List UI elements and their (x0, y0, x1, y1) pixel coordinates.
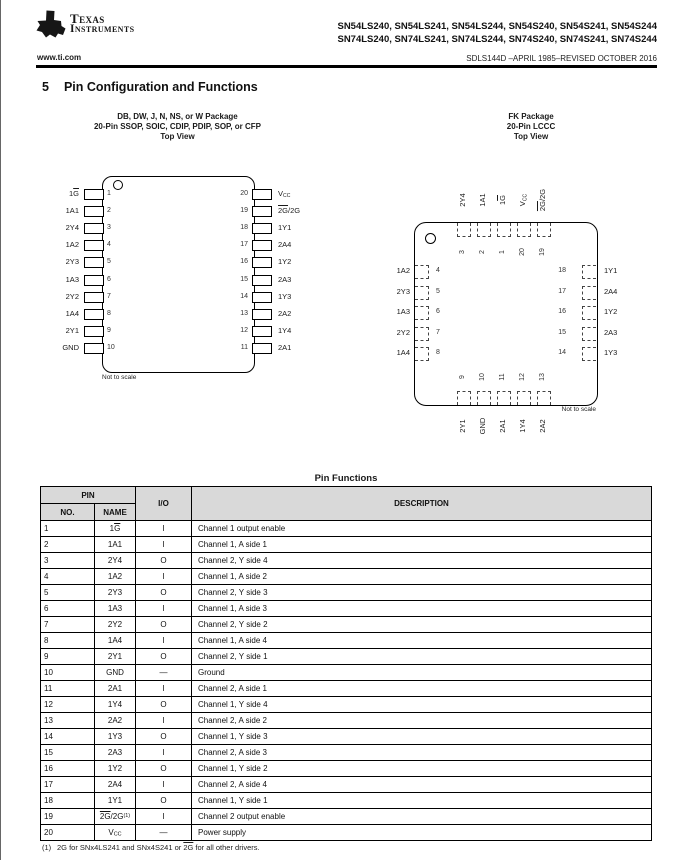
pin-label: 1A4 (396, 348, 410, 357)
pin-name-cell: 2A2 (95, 713, 136, 729)
pin-desc-cell: Channel 1 output enable (192, 521, 652, 537)
pin-io-cell: — (136, 665, 192, 681)
pin-label: $1\overline{G}$ (68, 188, 79, 198)
dip-caption-line2: 20-Pin SSOP, SOIC, CDIP, PDIP, SOP, or CFP (93, 122, 262, 131)
pin-io-cell: O (136, 553, 192, 569)
pin-number: 12 (240, 327, 248, 335)
pin-no-cell: 13 (41, 713, 95, 729)
pin-label: 2Y4 (65, 222, 79, 232)
pin-number: 5 (107, 258, 111, 266)
pin-label: 2A4 (278, 240, 292, 250)
dip-caption-line1: DB, DW, J, N, NS, or W Package (117, 112, 238, 121)
pin-label: 2Y3 (396, 286, 410, 296)
pin-box (84, 206, 104, 217)
pin-pad (582, 347, 596, 361)
pin-name-cell: 1Y1 (95, 793, 136, 809)
pin-no-cell: 8 (41, 633, 95, 649)
pin-box (84, 275, 104, 286)
doc-revision-info: SDLS144D –APRIL 1985–REVISED OCTOBER 2016 (466, 54, 657, 63)
pin-pad (477, 223, 491, 237)
page-edge-line (0, 0, 1, 860)
pin-label: 2Y2 (65, 291, 79, 301)
pin-label: 1Y2 (278, 257, 292, 267)
col-header-no: NO. (41, 504, 95, 521)
pin-label: 1A3 (396, 307, 410, 316)
pin-label: 2Y1 (458, 419, 467, 433)
pin-no-cell: 12 (41, 697, 95, 713)
pin-label: 2A1 (498, 419, 507, 433)
pin-label: 1Y2 (604, 307, 618, 316)
pin-number: 17 (240, 241, 248, 249)
header-rule (36, 65, 657, 68)
fk-caption-line2: 20-Pin LCCC (506, 122, 556, 131)
pin-row (41, 585, 652, 601)
pin-pad (517, 391, 531, 405)
pin-number: 3 (107, 223, 111, 231)
pin-number: 10 (107, 344, 115, 352)
pin-row (41, 633, 652, 649)
pin-desc-cell: Ground (192, 665, 652, 681)
pin-box (252, 309, 272, 320)
pin-row (41, 729, 652, 745)
pin-table-body (41, 521, 652, 841)
section-number: 5 (42, 80, 49, 94)
pin-box (84, 223, 104, 234)
pin-io-cell: I (136, 601, 192, 617)
pin-row (41, 601, 652, 617)
pin-number: 15 (558, 328, 566, 336)
pin-row (41, 809, 652, 825)
pin-no-cell: 3 (41, 553, 95, 569)
part-line-1: SN54LS240, SN54LS241, SN54LS244, SN54S240, SN54S241, SN54S244 (337, 21, 657, 32)
pin-no-cell: 7 (41, 617, 95, 633)
pin-pad (415, 306, 429, 320)
pin-name-cell: 1A1 (95, 537, 136, 553)
pin-io-cell: O (136, 617, 192, 633)
pin-label: $V_{CC}$ (518, 193, 529, 207)
pin-desc-cell: Channel 2, A side 1 (192, 681, 652, 697)
fk-caption (421, 112, 641, 142)
pin-pad (415, 265, 429, 279)
pin-name-cell: 1Y3 (95, 729, 136, 745)
table-header-row-1 (41, 487, 652, 504)
pin-name-cell: GND (95, 665, 136, 681)
pin-box (84, 189, 104, 200)
pin-number: 3 (459, 250, 466, 254)
brand-line-1: Texas (70, 11, 105, 26)
pin-number: 17 (558, 287, 566, 295)
website-link[interactable]: www.ti.com (37, 53, 82, 62)
pin-box (252, 292, 272, 303)
pin-row (41, 681, 652, 697)
pin-desc-cell: Channel 2 output enable (192, 809, 652, 825)
pin-io-cell: I (136, 633, 192, 649)
fk-caption-line1: FK Package (508, 112, 554, 121)
pin-label: 1A3 (65, 274, 79, 284)
pin-number: 11 (499, 373, 506, 381)
pin-label: 1Y3 (604, 348, 618, 357)
pin-box (252, 206, 272, 217)
pin-desc-cell: Channel 2, Y side 4 (192, 553, 652, 569)
pin-number: 16 (558, 308, 566, 315)
pin-number: 9 (459, 375, 466, 379)
pin-no-cell: 1 (41, 521, 95, 537)
section-title: Pin Configuration and Functions (63, 80, 258, 94)
pin-number: 20 (240, 189, 248, 197)
pin-number: 4 (107, 241, 111, 249)
pin-pad (477, 391, 491, 405)
pin-desc-cell: Channel 1, A side 4 (192, 633, 652, 649)
pin-name-cell: 1Y2 (95, 761, 136, 777)
dip-caption-line3: Top View (160, 132, 195, 141)
pin-number: 6 (436, 308, 440, 315)
pin-row (41, 761, 652, 777)
pin-row (41, 745, 652, 761)
pin-no-cell: 19 (41, 809, 95, 825)
pin-label: 2Y2 (396, 327, 410, 337)
part-numbers (337, 21, 657, 46)
pin-number: 2 (479, 250, 486, 254)
pin-box (84, 257, 104, 268)
pin-no-cell: 10 (41, 665, 95, 681)
pin-desc-cell: Channel 2, Y side 1 (192, 649, 652, 665)
pin-row (41, 537, 652, 553)
pin-functions-table (40, 486, 652, 841)
pin-no-cell: 16 (41, 761, 95, 777)
pin-pad (537, 391, 551, 405)
pin-number: 1 (499, 250, 506, 254)
pin-pad (415, 286, 429, 300)
pin-number: 19 (240, 206, 248, 214)
pin-no-cell: 15 (41, 745, 95, 761)
pin-label: 2G/2G (538, 188, 547, 212)
pin-name-cell: 2A3 (95, 745, 136, 761)
pin-io-cell: I (136, 521, 192, 537)
pin-number: 11 (240, 344, 248, 352)
col-header-name: NAME (95, 504, 136, 521)
pin-row (41, 521, 652, 537)
pin-label: 1A1 (65, 205, 79, 215)
section-heading (42, 80, 258, 94)
pin-number: 1 (107, 189, 111, 197)
pin-label: 1Y4 (278, 326, 292, 336)
pin-label: 1A1 (478, 193, 487, 207)
pin-label: 2G/2G (278, 205, 301, 215)
pin-label: 1A2 (396, 266, 410, 275)
pin-label: 1Y1 (604, 266, 618, 275)
pin-label: GND (62, 343, 79, 353)
pin-desc-cell: Channel 1, Y side 2 (192, 761, 652, 777)
pin-name-cell: $V_{CC}$ (95, 825, 136, 841)
pin-label: $1\overline{G}$ (498, 195, 507, 206)
pin-number: 14 (558, 349, 566, 356)
pin-io-cell: — (136, 825, 192, 841)
pin-label: 2A3 (604, 327, 618, 337)
pin-io-cell: O (136, 729, 192, 745)
pin-number: 12 (519, 373, 526, 381)
pin-box (252, 343, 272, 354)
pin-row (41, 825, 652, 841)
pin-desc-cell: Channel 1, A side 3 (192, 601, 652, 617)
pin-no-cell: 2 (41, 537, 95, 553)
pin-pad (457, 391, 471, 405)
pin-number: 15 (240, 275, 248, 283)
pin-row (41, 553, 652, 569)
pin-pad (415, 347, 429, 361)
col-header-description: DESCRIPTION (192, 487, 652, 521)
pin-io-cell: O (136, 697, 192, 713)
pin-name-cell: 1A2 (95, 569, 136, 585)
pin-label: 1Y1 (278, 222, 292, 232)
col-header-io: I/O (136, 487, 192, 521)
pin-pad (415, 327, 429, 341)
pin-desc-cell: Channel 2, Y side 3 (192, 585, 652, 601)
pin-number: 7 (107, 292, 111, 300)
pin-desc-cell: Channel 2, A side 2 (192, 713, 652, 729)
pin-name-cell: 2Y2 (95, 617, 136, 633)
pin-number: 5 (436, 287, 440, 295)
pin-desc-cell: Power supply (192, 825, 652, 841)
pin-box (252, 223, 272, 234)
pin-name-cell: 1A4 (95, 633, 136, 649)
pin-number: 20 (519, 248, 526, 256)
pin-box (252, 189, 272, 200)
fk-caption-line3: Top View (513, 132, 549, 141)
pin-desc-cell: Channel 2, A side 4 (192, 777, 652, 793)
pin-label: GND (478, 417, 487, 435)
pin-label: 2A2 (278, 308, 292, 318)
pin1-indicator-icon (113, 180, 123, 190)
texas-map-icon (36, 9, 66, 39)
pin-number: 18 (240, 223, 248, 231)
pin-no-cell: 18 (41, 793, 95, 809)
pin-box (252, 275, 272, 286)
pin-no-cell: 6 (41, 601, 95, 617)
part-line-2: SN74LS240, SN74LS241, SN74LS244, SN74S240, SN74S241, SN74S244 (337, 33, 657, 45)
pin-number: 14 (240, 292, 248, 300)
brand-line-2: Instruments (70, 23, 135, 35)
pin-io-cell: I (136, 569, 192, 585)
col-header-pin: PIN (41, 487, 136, 504)
pin-io-cell: I (136, 745, 192, 761)
pin-io-cell: I (136, 681, 192, 697)
pin-name-cell: 2Y4 (95, 553, 136, 569)
pin-label: 2Y1 (65, 326, 79, 336)
pin-desc-cell: Channel 1, Y side 3 (192, 729, 652, 745)
pin-no-cell: 9 (41, 649, 95, 665)
pin-label: 2A2 (538, 419, 547, 433)
pin-label: 1Y4 (518, 419, 527, 433)
pin-number: 6 (107, 275, 111, 283)
pin-io-cell: I (136, 809, 192, 825)
pin-no-cell: 14 (41, 729, 95, 745)
fk-pin1-indicator-icon (425, 233, 436, 244)
pin-label: 2Y3 (65, 257, 79, 267)
pin-name-cell: 2Y3 (95, 585, 136, 601)
pin-box (252, 326, 272, 337)
ti-logo-text (70, 13, 134, 35)
pin-no-cell: 17 (41, 777, 95, 793)
pin-name-cell: $1\overline{G}$ (95, 521, 136, 537)
pin-io-cell: O (136, 585, 192, 601)
pin-no-cell: 5 (41, 585, 95, 601)
pin-label: 2Y4 (458, 193, 467, 207)
pin-number: 8 (436, 349, 440, 356)
pin-pad (537, 223, 551, 237)
pin-io-cell: O (136, 649, 192, 665)
pin-box (84, 292, 104, 303)
pin-number: 13 (240, 309, 248, 317)
pin-io-cell: I (136, 537, 192, 553)
pin-no-cell: 11 (41, 681, 95, 697)
pin-row (41, 793, 652, 809)
pin-box (252, 240, 272, 251)
pin-no-cell: 4 (41, 569, 95, 585)
pin-io-cell: O (136, 761, 192, 777)
pin-pad (457, 223, 471, 237)
pin-name-cell: 2A1 (95, 681, 136, 697)
pin-number: 18 (558, 267, 566, 274)
pin-label: 2A1 (278, 343, 292, 353)
pin-no-cell: 20 (41, 825, 95, 841)
pin-pad (497, 391, 511, 405)
pin-row (41, 713, 652, 729)
pin-pad (582, 327, 596, 341)
pin-pad (497, 223, 511, 237)
pin-number: 9 (107, 327, 111, 335)
pin-box (84, 309, 104, 320)
pin-desc-cell: Channel 1, A side 1 (192, 537, 652, 553)
pin-pad (582, 306, 596, 320)
ti-logo (36, 9, 134, 39)
pin-desc-cell: Channel 2, Y side 2 (192, 617, 652, 633)
pin-table-title: Pin Functions (314, 473, 378, 484)
pin-pad (582, 265, 596, 279)
pin-pad (517, 223, 531, 237)
dip-caption (55, 112, 300, 142)
pin-row (41, 697, 652, 713)
pin-box (252, 257, 272, 268)
pin-desc-cell: Channel 1, Y side 1 (192, 793, 652, 809)
pin-label: 1Y3 (278, 291, 292, 301)
pin-name-cell: $2G/2G^{(1)}$ (95, 809, 136, 825)
footnote: (1) 2G for SNx4LS241 and SNx4S241 or 2G for all other drivers. (42, 843, 260, 852)
pin-box (84, 240, 104, 251)
pin-desc-cell: Channel 2, A side 3 (192, 745, 652, 761)
pin-io-cell: O (136, 793, 192, 809)
pin-desc-cell: Channel 1, A side 2 (192, 569, 652, 585)
pin-row (41, 665, 652, 681)
pin-number: 10 (479, 373, 486, 381)
pin-name-cell: 1Y4 (95, 697, 136, 713)
pin-label: 1A4 (65, 308, 79, 318)
pin-row (41, 569, 652, 585)
pin-box (84, 326, 104, 337)
pin-io-cell: I (136, 777, 192, 793)
pin-row (41, 617, 652, 633)
pin-name-cell: 2Y1 (95, 649, 136, 665)
pin-desc-cell: Channel 1, Y side 4 (192, 697, 652, 713)
dip-scale-note: Not to scale (102, 374, 137, 381)
pin-label: 2A4 (604, 286, 618, 296)
pin-number: 7 (436, 328, 440, 336)
pin-pad (582, 286, 596, 300)
pin-io-cell: I (136, 713, 192, 729)
pin-number: 16 (240, 258, 248, 266)
pin-row (41, 777, 652, 793)
pin-box (84, 343, 104, 354)
pin-number: 2 (107, 206, 111, 214)
pin-row (41, 649, 652, 665)
pin-label: 1A2 (65, 240, 79, 250)
fk-scale-note: Not to scale (561, 406, 596, 413)
pin-number: 4 (436, 267, 440, 274)
pin-name-cell: 2A4 (95, 777, 136, 793)
pin-number: 19 (539, 248, 546, 256)
pin-name-cell: 1A3 (95, 601, 136, 617)
pin-number: 8 (107, 309, 111, 317)
pin-label: 2A3 (278, 274, 292, 284)
pin-label: $V_{CC}$ (278, 188, 291, 199)
pin-number: 13 (539, 373, 546, 381)
